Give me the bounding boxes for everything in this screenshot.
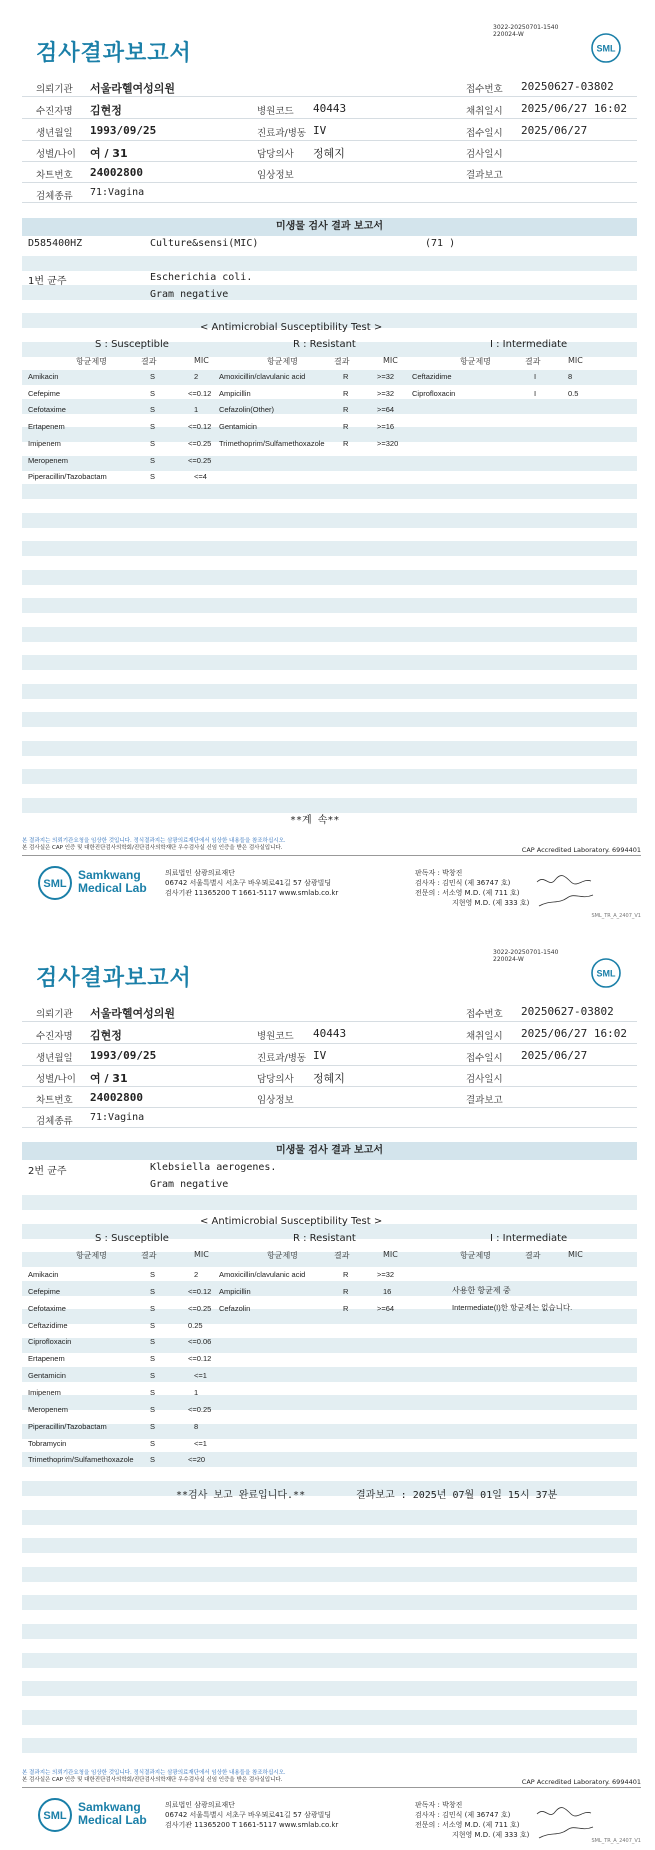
test-name: Culture&sensi(MIC) [150, 238, 259, 249]
row-strip [22, 1538, 637, 1553]
dept-label: 진료과/병동 [257, 1053, 307, 1064]
organism-name: Escherichia coli. [150, 272, 253, 283]
tester-label: 검사일시 [466, 149, 503, 160]
note-line-2: Intermediate(I)한 항균제는 없습니다. [452, 1303, 573, 1312]
footer-divider [22, 855, 641, 856]
divider [22, 202, 637, 203]
divider [22, 1086, 637, 1087]
mic-value: <=1 [194, 1371, 207, 1381]
complete-text: **검사 보고 완료입니다.** [176, 1490, 306, 1501]
sex-age-value: 여 / 31 [90, 147, 128, 160]
svg-text:SML: SML [43, 878, 67, 890]
antibiotic-name: Amikacin [28, 1270, 59, 1279]
row-strip [22, 399, 637, 414]
column-header-mic: MIC [383, 1250, 398, 1259]
antibiotic-name: Ertapenem [28, 422, 65, 432]
antibiotic-name: Meropenem [28, 1404, 69, 1414]
isolate-label: 2번 균주 [28, 1166, 67, 1177]
receipt-date-label: 접수일시 [466, 1053, 503, 1064]
chart-value: 24002800 [90, 166, 143, 179]
column-header-mic: MIC [194, 1250, 209, 1259]
susceptibility-result: I [534, 388, 537, 398]
hospital-code-label: 병원코드 [257, 1031, 294, 1042]
name-value: 김현정 [90, 104, 122, 117]
specimen-label: 검체종류 [36, 191, 73, 202]
legend-susceptible: S : Susceptible [95, 1233, 169, 1244]
column-header-mic: MIC [383, 356, 398, 365]
specimen-label: 검체종류 [36, 1116, 73, 1127]
row-strip [22, 570, 637, 585]
column-header-result: 결과 [334, 1251, 350, 1260]
antibiotic-name: Piperacillin/Tazobactam [28, 472, 107, 482]
lab-logo [36, 864, 166, 904]
hospital-code-value: 40443 [313, 1027, 347, 1040]
doctor-label: 담당의사 [257, 1074, 294, 1085]
column-header-mic: MIC [568, 356, 583, 365]
divider [22, 1127, 637, 1128]
susceptibility-result: I [534, 372, 537, 381]
column-header-mic: MIC [568, 1250, 583, 1259]
susceptibility-result: R [343, 422, 349, 432]
row-strip [22, 1681, 637, 1696]
divider [22, 1021, 637, 1022]
divider [22, 182, 637, 183]
susceptibility-result: R [343, 1303, 349, 1313]
susceptibility-result: S [150, 1387, 156, 1397]
institution-value: 서울라헬여성의원 [90, 1007, 176, 1020]
mic-value: 2 [194, 372, 199, 381]
cap-accreditation: CAP Accredited Laboratory. 6994401 [521, 846, 641, 854]
receipt-date-label: 접수일시 [466, 128, 503, 139]
mic-value: 2 [194, 1270, 199, 1279]
column-header-drug: 항균제명 [267, 357, 298, 366]
svg-text:SML: SML [43, 1810, 67, 1822]
report-title: 검사결과보고서 [36, 41, 192, 66]
mic-value: 8 [568, 372, 573, 381]
specimen-value: 71:Vagina [90, 187, 145, 198]
report-time: 결과보고 : 2025년 07월 01일 15시 37분 [356, 1490, 558, 1501]
signatories: 판독자 : 박창진 검사자 : 김민식 (제 36747 호) 전문의 : 서소영 M.D. (제 711 호) 지현영 M.D. (제 333 호) [415, 869, 530, 907]
footer-notice: 본 결과지는 의뢰기관요청을 임상한 것입니다. 정식결과지는 삼광의료재단에서 임상한 내용들을 참조하십시오. 본 검사실은 CAP 인증 및 대한진단검사의학회/진단검사의학재단 우수검사실 신임 인증을 받은 검사실입니다. [22, 838, 286, 851]
row-strip [22, 1252, 637, 1267]
antibiotic-name: Imipenem [28, 438, 61, 448]
section-header: 미생물 검사 결과 보고서 [22, 218, 637, 236]
receipt-date-value: 2025/06/27 [521, 124, 588, 137]
lab-address: 의료법인 삼광의료재단 06742 서울특별시 서초구 바우뫼로41길 57 삼광빌딩 검사기관 11365200 T 1661-5117 www.smlab.co.kr [165, 1801, 339, 1829]
antibiotic-name: Cefotaxime [28, 1303, 66, 1313]
lab-name: Samkwang Medical Lab [78, 1800, 147, 1827]
antibiotic-name: Trimethoprim/Sulfamethoxazole [219, 438, 325, 448]
cap-accreditation: CAP Accredited Laboratory. 6994401 [521, 1778, 641, 1786]
mic-value: <=0.25 [188, 1404, 212, 1414]
specimen-value: 71:Vagina [90, 1112, 145, 1123]
susceptibility-result: R [343, 438, 349, 448]
antibiotic-name: Ampicillin [219, 388, 251, 398]
divider [22, 1065, 637, 1066]
antibiotic-name: Ceftazidime [28, 1320, 68, 1330]
mic-value: 8 [194, 1421, 199, 1431]
row-strip [22, 1624, 637, 1639]
antibiotic-name: Ertapenem [28, 1354, 65, 1364]
patient-info [0, 925, 655, 1125]
antibiotic-name: Piperacillin/Tazobactam [28, 1421, 107, 1431]
divider [22, 96, 637, 97]
report-page-2 [0, 925, 655, 1850]
antibiotic-name: Cefepime [28, 1286, 61, 1296]
receipt-no-label: 접수번호 [466, 1009, 503, 1020]
row-strip [22, 1395, 637, 1410]
name-value: 김현정 [90, 1029, 122, 1042]
signatories: 판독자 : 박창진 검사자 : 김민식 (제 36747 호) 전문의 : 서소영 M.D. (제 711 호) 지현영 M.D. (제 333 호) [415, 1801, 530, 1839]
row-strip [22, 1421, 637, 1439]
isolate-label: 1번 균주 [28, 276, 67, 287]
test-code: D585400HZ [28, 238, 83, 249]
susceptibility-result: S [150, 1421, 156, 1431]
report-label: 결과보고 [466, 170, 503, 181]
antibiotic-name: Cefotaxime [28, 405, 66, 415]
receipt-no-value: 20250627-03802 [521, 80, 614, 93]
row-strip [22, 1595, 637, 1610]
antibiotic-name: Amikacin [28, 372, 59, 381]
collect-label: 채취일시 [466, 106, 503, 117]
column-header-drug: 항균제명 [76, 357, 107, 366]
report-label: 결과보고 [466, 1095, 503, 1106]
row-strip [22, 484, 637, 499]
susceptibility-result: S [150, 1320, 156, 1330]
doc-code: 3022-20250701-1540 220024-W [493, 949, 559, 963]
antibiotic-name: Tobramycin [28, 1438, 67, 1448]
receipt-no-value: 20250627-03802 [521, 1005, 614, 1018]
lab-name: Samkwang Medical Lab [78, 868, 147, 895]
antibiotic-name: Amoxicillin/clavulanic acid [219, 1270, 306, 1279]
susceptibility-result: S [150, 372, 156, 381]
test-spec: (71 ) [425, 238, 456, 249]
column-header-result: 결과 [525, 1251, 541, 1260]
susceptibility-result: S [150, 1455, 156, 1465]
svg-text:SML: SML [596, 968, 616, 979]
sex-age-label: 성별/나이 [36, 1074, 76, 1085]
ast-title: < Antimicrobial Susceptibility Test > [200, 1216, 383, 1227]
hospital-code-value: 40443 [313, 102, 347, 115]
row-strip [22, 1738, 637, 1753]
chart-label: 차트번호 [36, 1095, 73, 1106]
susceptibility-result: S [150, 472, 156, 482]
mic-value: <=4 [194, 472, 207, 482]
susceptibility-result: S [150, 1337, 156, 1347]
susceptibility-result: S [150, 1303, 156, 1313]
column-header-drug: 항균제명 [460, 1251, 491, 1260]
dob-label: 생년월일 [36, 128, 73, 139]
row-strip [22, 712, 637, 727]
mic-value: >=320 [377, 438, 399, 448]
susceptibility-result: S [150, 455, 156, 465]
column-header-mic: MIC [194, 356, 209, 365]
antibiotic-name: Ampicillin [219, 1286, 251, 1296]
divider [22, 118, 637, 119]
column-header-result: 결과 [141, 1251, 157, 1260]
lab-address: 의료법인 삼광의료재단 06742 서울특별시 서초구 바우뫼로41길 57 삼광빌딩 검사기관 11365200 T 1661-5117 www.smlab.co.kr [165, 869, 339, 897]
antibiotic-name: Trimethoprim/Sulfamethoxazole [28, 1455, 134, 1465]
susceptibility-result: S [150, 1270, 156, 1279]
ast-title: < Antimicrobial Susceptibility Test > [200, 322, 383, 333]
legend-resistant: R : Resistant [293, 339, 356, 350]
antibiotic-name: Gentamicin [219, 422, 257, 432]
susceptibility-result: S [150, 1354, 156, 1364]
tester-label: 검사일시 [466, 1074, 503, 1085]
signature-icon [535, 870, 595, 910]
legend-susceptible: S : Susceptible [95, 339, 169, 350]
footer-divider [22, 1787, 641, 1788]
antibiotic-name: Ciprofloxacin [28, 1337, 72, 1347]
susceptibility-result: R [343, 372, 349, 381]
institution-label: 의뢰기관 [36, 1009, 73, 1020]
receipt-no-label: 접수번호 [466, 84, 503, 95]
row-strip [22, 1567, 637, 1582]
name-label: 수진자명 [36, 106, 73, 117]
mic-value: >=64 [377, 1303, 395, 1313]
antibiotic-name: Gentamicin [28, 1371, 66, 1381]
doctor-label: 담당의사 [257, 149, 294, 160]
collect-value: 2025/06/27 16:02 [521, 1027, 627, 1040]
dept-value: IV [313, 124, 327, 137]
continued-text: **계 속** [290, 815, 340, 826]
mic-value: 0.25 [188, 1320, 203, 1330]
gram-stain: Gram negative [150, 1179, 229, 1190]
row-strip [22, 1338, 637, 1353]
collect-value: 2025/06/27 16:02 [521, 102, 627, 115]
signature-icon [535, 1802, 595, 1842]
mic-value: 1 [194, 1387, 199, 1397]
mic-value: <=0.25 [188, 438, 212, 448]
footer-notice: 본 결과지는 의뢰기관요청을 임상한 것입니다. 정식결과지는 삼광의료재단에서 임상한 내용들을 참조하십시오. 본 검사실은 CAP 인증 및 대한진단검사의학회/진단검사의학재단 우수검사실 신임 인증을 받은 검사실입니다. [22, 1770, 286, 1783]
gram-stain: Gram negative [150, 289, 229, 300]
antibiotic-name: Cefazolin [219, 1303, 251, 1313]
form-code: SML_TR_A_2407_V1 [591, 1838, 641, 1844]
row-strip [22, 598, 637, 613]
susceptibility-result: S [150, 438, 156, 448]
mic-value: <=1 [194, 1438, 207, 1448]
form-code: SML_TR_A_2407_V1 [591, 913, 641, 919]
patient-info [0, 0, 655, 200]
sex-age-value: 여 / 31 [90, 1072, 128, 1085]
antibiotic-name: Cefazolin(Other) [219, 405, 275, 415]
clinical-label: 임상정보 [257, 170, 294, 181]
row-strip [22, 1710, 637, 1725]
row-strip [22, 769, 637, 784]
antibiotic-name: Cefepime [28, 388, 61, 398]
column-header-result: 결과 [525, 357, 541, 366]
mic-value: >=32 [377, 1270, 395, 1279]
chart-label: 차트번호 [36, 170, 73, 181]
row-strip [22, 741, 637, 756]
section-header: 미생물 검사 결과 보고서 [22, 1142, 637, 1160]
mic-value: >=32 [377, 372, 395, 381]
row-strip [22, 1281, 637, 1296]
row-strip [22, 456, 637, 471]
legend-intermediate: I : Intermediate [490, 339, 568, 350]
lab-logo [36, 1796, 166, 1836]
mic-value: <=0.25 [188, 455, 212, 465]
note-line-1: 사용한 항균제 중 [452, 1286, 511, 1295]
divider [22, 161, 637, 162]
row-strip [22, 1510, 637, 1525]
antibiotic-name: Ciprofloxacin [412, 388, 456, 398]
susceptibility-result: S [150, 1371, 156, 1381]
susceptibility-result: R [343, 388, 349, 398]
row-strip [22, 627, 637, 642]
divider [22, 140, 637, 141]
mic-value: >=16 [377, 422, 395, 432]
mic-value: <=0.12 [188, 388, 212, 398]
divider [22, 1107, 637, 1108]
mic-value: <=0.12 [188, 422, 212, 432]
row-strip [22, 370, 637, 385]
divider [22, 1043, 637, 1044]
collect-label: 채취일시 [466, 1031, 503, 1042]
clinical-label: 임상정보 [257, 1095, 294, 1106]
antibiotic-name: Ceftazidime [412, 372, 452, 381]
mic-value: <=0.06 [188, 1337, 212, 1347]
legend-intermediate: I : Intermediate [490, 1233, 568, 1244]
dob-value: 1993/09/25 [90, 1049, 157, 1062]
susceptibility-result: S [150, 1438, 156, 1448]
legend-resistant: R : Resistant [293, 1233, 356, 1244]
receipt-date-value: 2025/06/27 [521, 1049, 588, 1062]
sml-logo-icon [36, 864, 74, 902]
dept-value: IV [313, 1049, 327, 1062]
sml-logo-icon [36, 1796, 74, 1834]
antibiotic-name: Amoxicillin/clavulanic acid [219, 372, 306, 381]
doctor-value: 정혜지 [313, 1072, 345, 1085]
column-header-result: 결과 [141, 357, 157, 366]
row-strip [22, 285, 637, 300]
mic-value: <=0.12 [188, 1354, 212, 1364]
dob-value: 1993/09/25 [90, 124, 157, 137]
name-label: 수진자명 [36, 1031, 73, 1042]
dob-label: 생년월일 [36, 1053, 73, 1064]
susceptibility-result: R [343, 1286, 349, 1296]
row-strip [22, 1367, 637, 1382]
row-strip [22, 1653, 637, 1668]
row-strip [22, 513, 637, 528]
chart-value: 24002800 [90, 1091, 143, 1104]
dept-label: 진료과/병동 [257, 128, 307, 139]
sex-age-label: 성별/나이 [36, 149, 76, 160]
row-strip [22, 541, 637, 556]
column-header-result: 결과 [334, 357, 350, 366]
susceptibility-result: S [150, 405, 156, 415]
svg-text:SML: SML [596, 43, 616, 54]
doc-code: 3022-20250701-1540 220024-W [493, 24, 559, 38]
column-header-drug: 항균제명 [76, 1251, 107, 1260]
susceptibility-result: R [343, 1270, 349, 1279]
column-header-drug: 항균제명 [460, 357, 491, 366]
mic-value: <=0.25 [188, 1303, 212, 1313]
row-strip [22, 1195, 637, 1210]
antibiotic-name: Meropenem [28, 455, 69, 465]
mic-value: <=0.12 [188, 1286, 212, 1296]
institution-value: 서울라헬여성의원 [90, 82, 176, 95]
susceptibility-result: S [150, 1286, 156, 1296]
susceptibility-result: S [150, 422, 156, 432]
row-strip [22, 684, 637, 699]
organism-name: Klebsiella aerogenes. [150, 1162, 277, 1173]
row-strip [22, 256, 637, 271]
mic-value: 1 [194, 405, 199, 415]
mic-value: <=20 [188, 1455, 206, 1465]
doctor-value: 정혜지 [313, 147, 345, 160]
mic-value: 16 [383, 1286, 392, 1296]
susceptibility-result: R [343, 405, 349, 415]
report-title: 검사결과보고서 [36, 966, 192, 991]
column-header-drug: 항균제명 [267, 1251, 298, 1260]
mic-value: >=32 [377, 388, 395, 398]
hospital-code-label: 병원코드 [257, 106, 294, 117]
institution-label: 의뢰기관 [36, 84, 73, 95]
mic-value: >=64 [377, 405, 395, 415]
susceptibility-result: S [150, 388, 156, 398]
mic-value: 0.5 [568, 388, 579, 398]
antibiotic-name: Imipenem [28, 1387, 61, 1397]
row-strip [22, 427, 637, 442]
row-strip [22, 655, 637, 670]
susceptibility-result: S [150, 1404, 156, 1414]
